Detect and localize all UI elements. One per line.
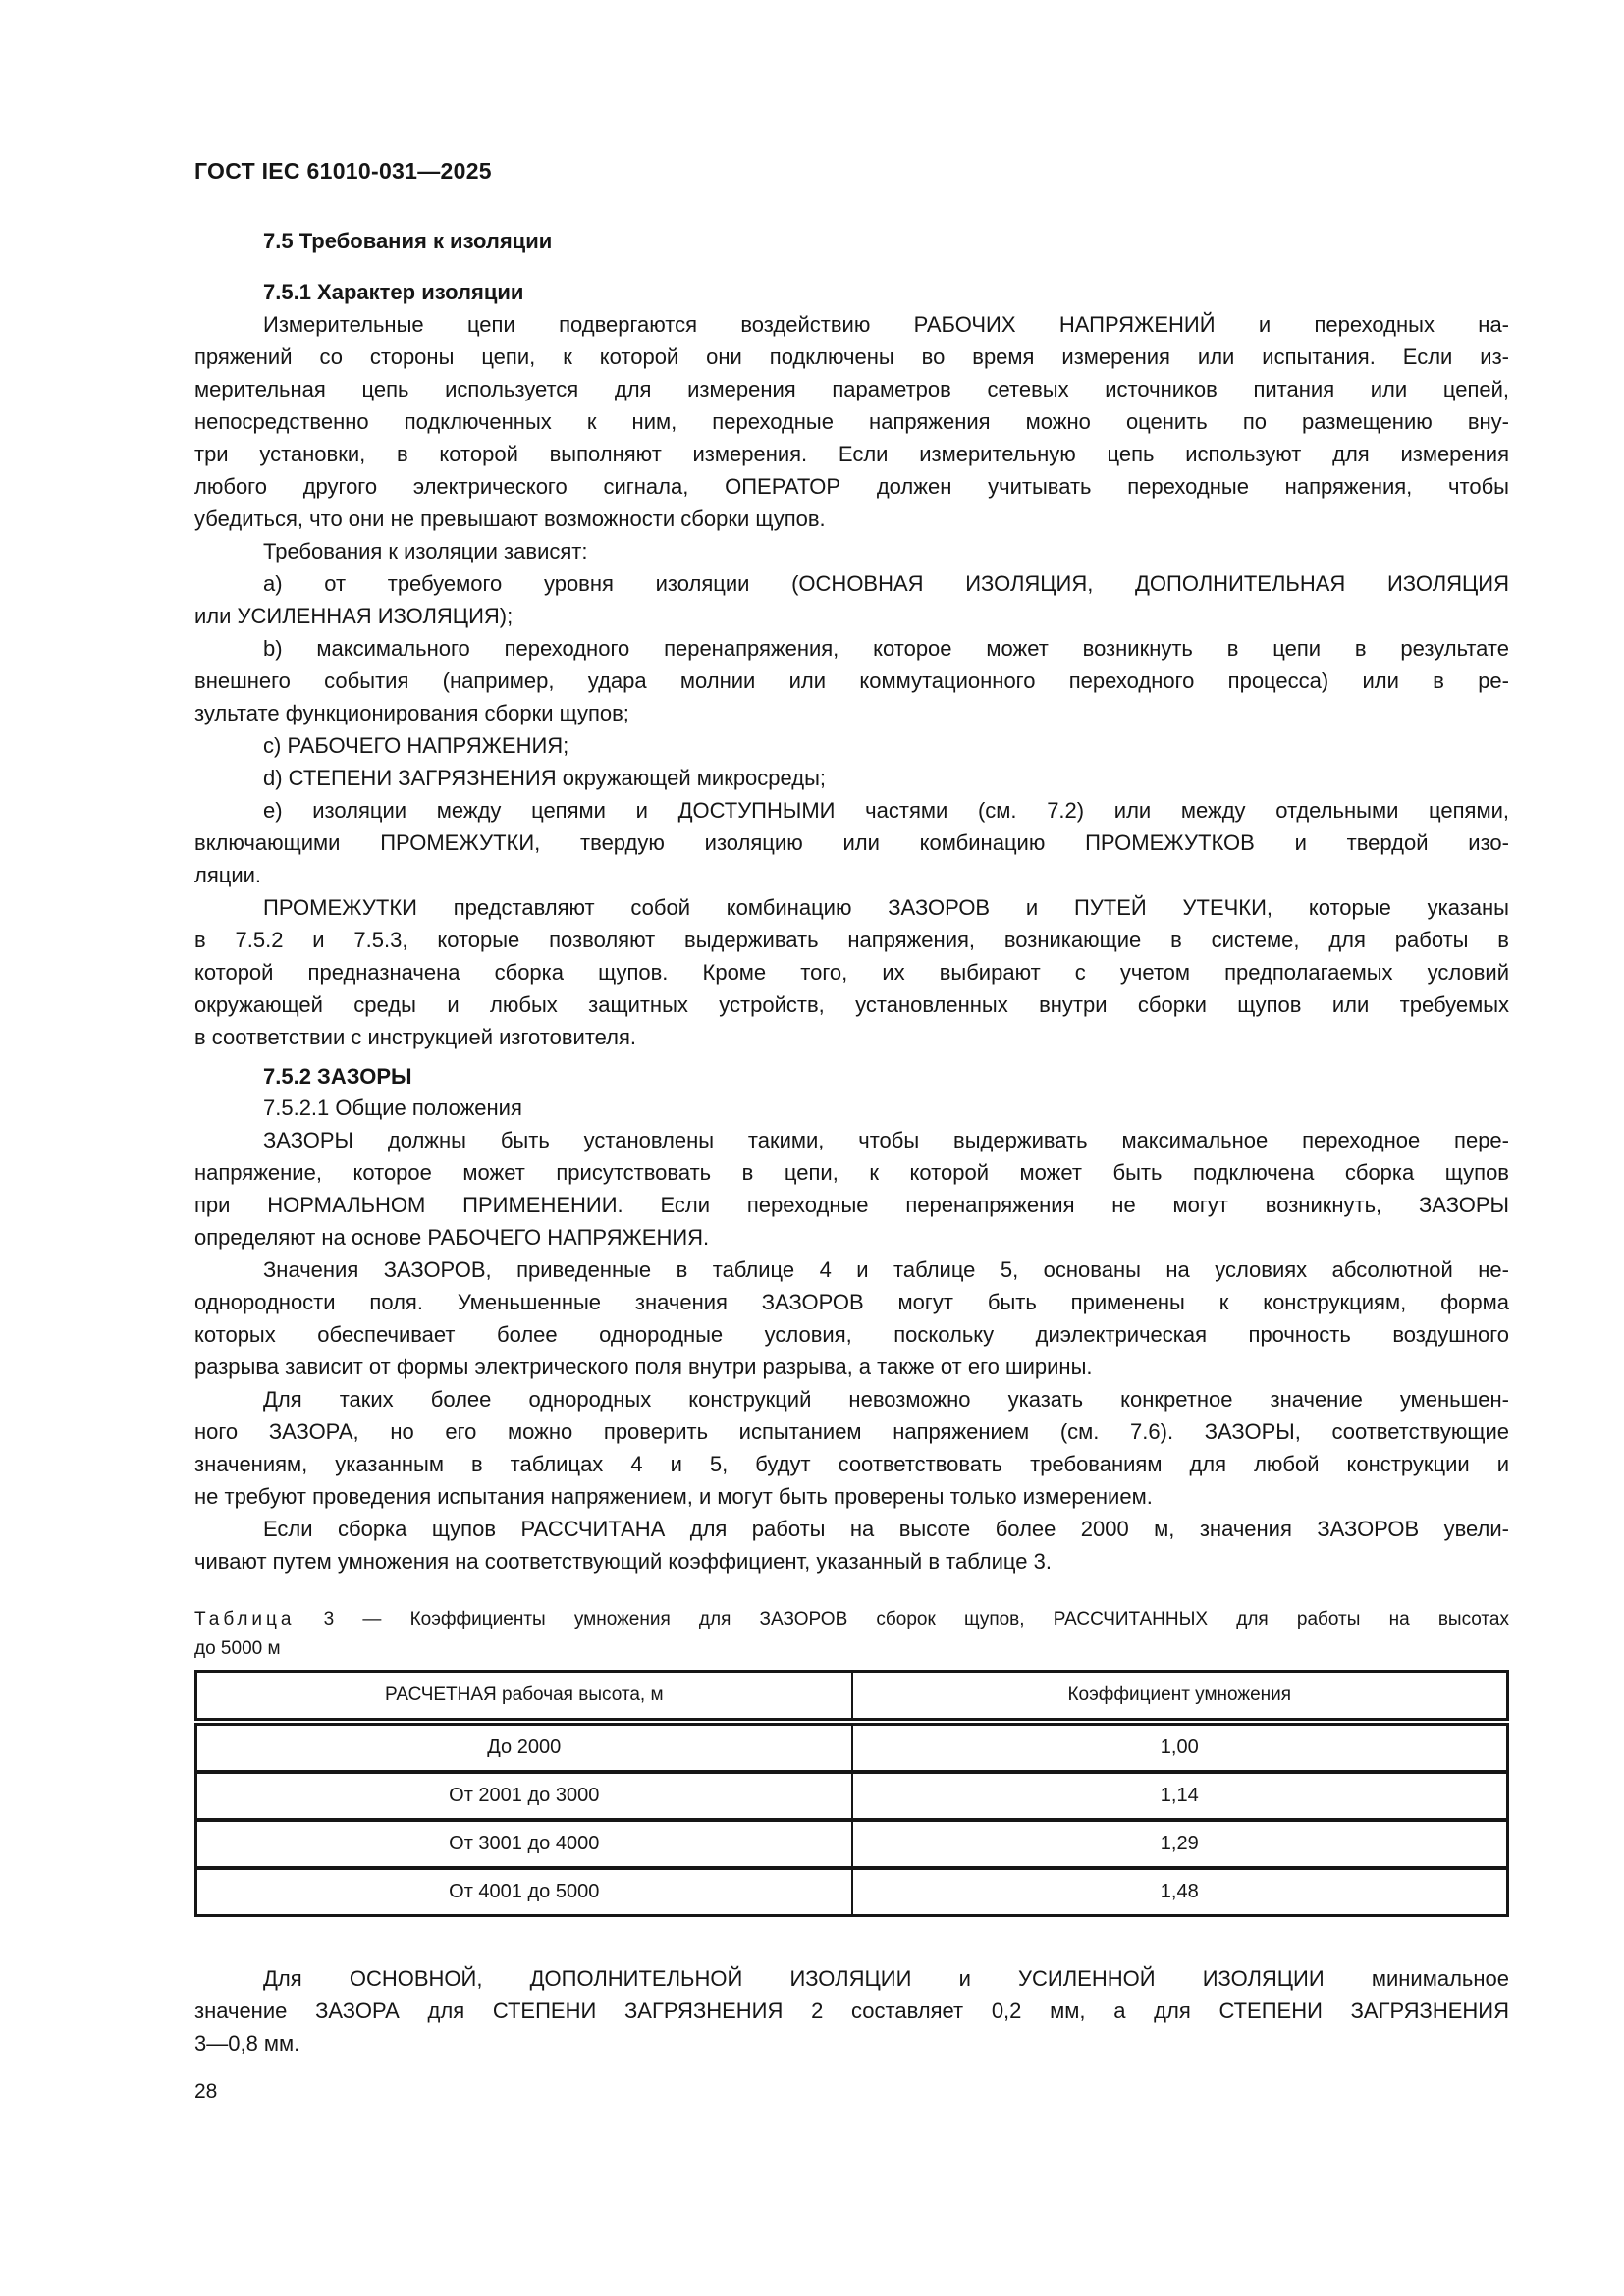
paragraph-minimum-clearance [194,1962,1509,2059]
table-cell-factor: 1,29 [852,1820,1508,1868]
text-line: однородности поля. Уменьшенные значения ЗАЗОРОВ могут быть применены к конструкциям, форма [194,1290,1509,1314]
page-number: 28 [194,2080,218,2103]
text-line: d) СТЕПЕНИ ЗАГРЯЗНЕНИЯ окружающей микросреды; [263,766,827,790]
text-line: ляции. [194,863,262,887]
text-line: определяют на основе РАБОЧЕГО НАПРЯЖЕНИЯ. [194,1225,710,1250]
text-line: b) максимального переходного перенапряжения, которое может возникнуть в цепи в результате [263,636,1509,661]
text-line: при НОРМАЛЬНОМ ПРИМЕНЕНИИ. Если переходные перенапряжения не могут возникнуть, ЗАЗОРЫ [194,1193,1509,1217]
text-line: или УСИЛЕННАЯ ИЗОЛЯЦИЯ); [194,604,514,628]
text-line: пряжений со стороны цепи, к которой они подключены во время измерения или испытания. Если из- [194,345,1509,369]
text-line: три установки, в которой выполняют измерения. Если измерительную цепь используют для измерения [194,442,1509,466]
text-line: которых обеспечивает более однородные условия, поскольку диэлектрическая прочность воздушного [194,1322,1509,1347]
text-line: непосредственно подключенных к ним, переходные напряжения можно оценить по размещению вну- [194,409,1509,434]
text-line: 3—0,8 мм. [194,2031,300,2056]
table-row [196,1722,1508,1772]
text-line: a) от требуемого уровня изоляции (ОСНОВНАЯ ИЗОЛЯЦИЯ, ДОПОЛНИТЕЛЬНАЯ ИЗОЛЯЦИЯ [263,571,1509,596]
list-item-b [194,632,1509,729]
table-row [196,1868,1508,1916]
text-line: окружающей среды и любых защитных устройств, установленных внутри сборки щупов или требуемых [194,992,1509,1017]
table-3-caption [194,1605,1509,1664]
section-7-5-1-heading: 7.5.1 Характер изоляции [263,280,524,304]
table-row [196,1820,1508,1868]
table-cell-factor: 1,48 [852,1868,1508,1916]
table-cell-height: До 2000 [196,1722,852,1772]
section-7-5-2-heading: 7.5.2 ЗАЗОРЫ [263,1064,412,1089]
text-line: значение ЗАЗОРА для СТЕПЕНИ ЗАГРЯЗНЕНИЯ 2 составляет 0,2 мм, а для СТЕПЕНИ ЗАГРЯЗНЕНИЯ [194,1999,1509,2023]
text-line: в 7.5.2 и 7.5.3, которые позволяют выдерживать напряжения, возникающие в системе, для работы в [194,928,1509,952]
text-line: в соответствии с инструкцией изготовителя. [194,1025,637,1049]
paragraph-measuring-circuits [194,308,1509,535]
table-caption-label: Таблица [194,1609,296,1629]
table-3-col-factor-header: Коэффициент умножения [852,1672,1508,1723]
section-7-5-heading: 7.5 Требования к изоляции [263,229,553,253]
table-cell-factor: 1,00 [852,1722,1508,1772]
table-cell-height: От 4001 до 5000 [196,1868,852,1916]
document-code: ГОСТ IEC 61010-031—2025 [194,158,492,184]
paragraph-homogeneous-constructions [194,1383,1509,1513]
text-line: Если сборка щупов РАССЧИТАНА для работы на высоте более 2000 м, значения ЗАЗОРОВ увели- [263,1517,1509,1541]
list-item-a [194,567,1509,632]
text-line: ЗАЗОРЫ должны быть установлены такими, чтобы выдерживать максимальное переходное пере- [263,1128,1509,1152]
list-item-e [194,794,1509,891]
text-line: не требуют проведения испытания напряжением, и могут быть проверены только измерением. [194,1484,1153,1509]
text-line: Требования к изоляции зависят: [263,539,588,563]
paragraph-requirements-depend [194,535,1509,567]
text-line: внешнего события (например, удара молнии или коммутационного переходного процесса) или в ре- [194,668,1509,693]
table-3 [194,1670,1509,1917]
text-line: зультате функционирования сборки щупов; [194,701,629,725]
text-line: включающими ПРОМЕЖУТКИ, твердую изоляцию или комбинацию ПРОМЕЖУТКОВ и твердой изо- [194,830,1509,855]
text-line: любого другого электрического сигнала, ОПЕРАТОР должен учитывать переходные напряжения, чтобы [194,474,1509,499]
text-line: чивают путем умножения на соответствующий коэффициент, указанный в таблице 3. [194,1549,1052,1574]
text-line: ПРОМЕЖУТКИ представляют собой комбинацию ЗАЗОРОВ и ПУТЕЙ УТЕЧКИ, которые указаны [263,895,1509,920]
text-line: Для таких более однородных конструкций невозможно указать конкретное значение уменьшен- [263,1387,1509,1412]
table-3-col-height-header: РАСЧЕТНАЯ рабочая высота, м [196,1672,852,1723]
text-line: напряжение, которое может присутствовать в цепи, к которой может быть подключена сборка щупов [194,1160,1509,1185]
table-3-caption-line-1 [194,1605,1509,1634]
text-line: ного ЗАЗОРА, но его можно проверить испытанием напряжением (см. 7.6). ЗАЗОРЫ, соответствующие [194,1419,1509,1444]
table-cell-factor: 1,14 [852,1772,1508,1820]
list-item-c [194,729,1509,762]
section-7-5-2-1-heading: 7.5.2.1 Общие положения [263,1095,522,1120]
text-line: разрыва зависит от формы электрического поля внутри разрыва, а также от его ширины. [194,1355,1093,1379]
text-line: Для ОСНОВНОЙ, ДОПОЛНИТЕЛЬНОЙ ИЗОЛЯЦИИ и УСИЛЕННОЙ ИЗОЛЯЦИИ минимальное [263,1966,1509,1991]
paragraph-altitude-rated [194,1513,1509,1577]
table-cell-height: От 3001 до 4000 [196,1820,852,1868]
table-3-caption-line-2: до 5000 м [194,1638,281,1659]
text-line: убедиться, что они не превышают возможности сборки щупов. [194,507,826,531]
list-item-d [194,762,1509,794]
text-line: значениям, указанным в таблицах 4 и 5, будут соответствовать требованиям для любой конструкции и [194,1452,1509,1476]
table-cell-height: От 2001 до 3000 [196,1772,852,1820]
text-line: e) изоляции между цепями и ДОСТУПНЫМИ частями (см. 7.2) или между отдельными цепями, [263,798,1509,823]
paragraph-zazory-values [194,1254,1509,1383]
table-caption-number: 3 [323,1609,335,1629]
paragraph-promezhutki [194,891,1509,1053]
text-line: c) РАБОЧЕГО НАПРЯЖЕНИЯ; [263,733,569,758]
table-caption-text: — Коэффициенты умножения для ЗАЗОРОВ сборок щупов, РАССЧИТАННЫХ для работы на высотах [362,1609,1509,1629]
table-header-row [196,1672,1508,1723]
text-line: которой предназначена сборка щупов. Кроме того, их выбирают с учетом предполагаемых условий [194,960,1509,985]
text-line: мерительная цепь используется для измерения параметров сетевых источников питания или цепей, [194,377,1509,401]
paragraph-zazory-established [194,1124,1509,1254]
text-line: Измерительные цепи подвергаются воздействию РАБОЧИХ НАПРЯЖЕНИЙ и переходных на- [263,312,1509,337]
table-row [196,1772,1508,1820]
text-line: Значения ЗАЗОРОВ, приведенные в таблице 4 и таблице 5, основаны на условиях абсолютной не- [263,1257,1509,1282]
